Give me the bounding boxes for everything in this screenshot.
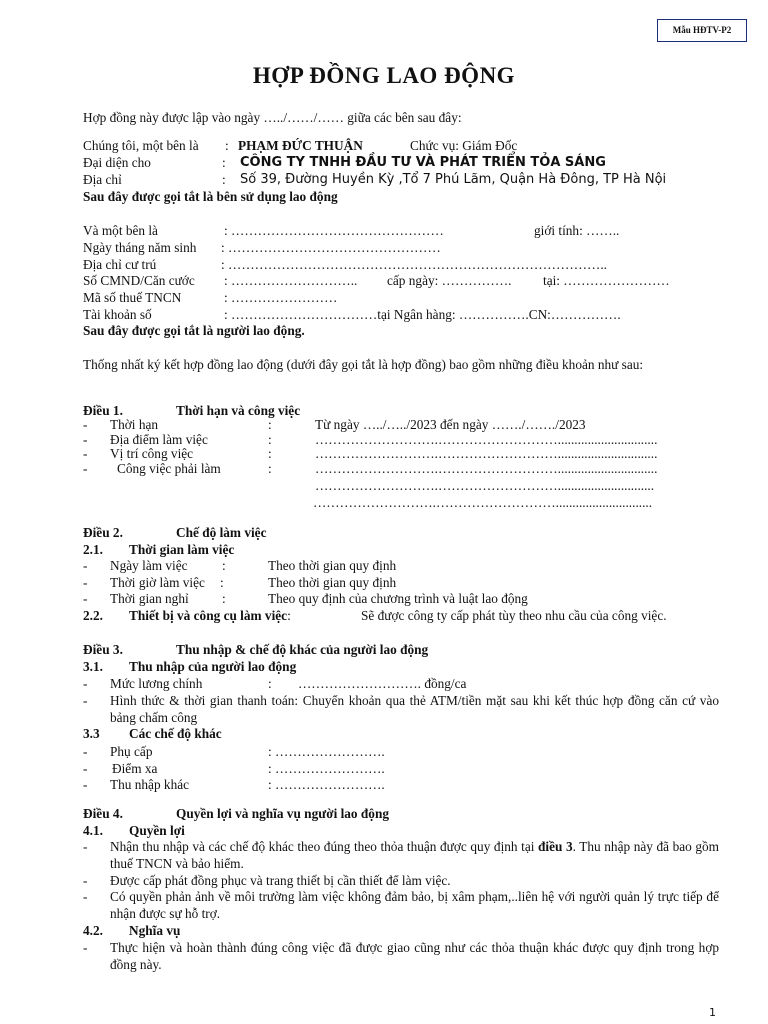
article3-value-allowance [268, 744, 385, 761]
article3-colon-1: : [268, 744, 272, 759]
article3-colon-3: : [268, 777, 272, 792]
article1-label-position: Vị trí công việc [110, 446, 194, 461]
bank-value: : ……………………………tại Ngân hàng: …………….CN:……………. [224, 307, 621, 322]
article4-right-1 [110, 839, 719, 872]
company-name: CÔNG TY TNHH ĐẦU TƯ VÀ PHÁT TRIỂN TỎA SÁNG [240, 155, 606, 170]
article2-value-workdays: Theo thời gian quy định [268, 558, 397, 573]
representative-colon: : [222, 155, 226, 170]
article3-dash-salary: - [83, 676, 88, 691]
article2-number: Điều 2. [83, 525, 123, 540]
article4-right-2: Được cấp phát đồng phục và trang thiết bị cần thiết để làm việc. [110, 873, 451, 888]
article1-label-location: Địa điểm làm việc [110, 432, 208, 447]
article4-duty-1: Thực hiện và hoàn thành đúng công việc đã được giao cũng như các thỏa thuận khác được quy định trong hợp đồng này. [110, 940, 719, 972]
article2-value-rest: Theo quy định của chương trình và luật lao động [268, 591, 528, 606]
article1-colon-1: : [268, 417, 272, 432]
article2-sub2-value: Sẽ được công ty cấp phát tùy theo nhu cầu của công việc. [361, 608, 667, 623]
article4-title: Quyền lợi và nghĩa vụ người lao động [176, 806, 389, 821]
article4-sub2-title: Nghĩa vụ [129, 923, 181, 938]
company-address: Số 39, Đường Huyền Kỳ ,Tổ 7 Phú Lãm, Quận Hà Đông, TP Hà Nội [240, 172, 667, 187]
article1-dash-2: - [83, 432, 88, 447]
article4-right-1-text-a: Nhận thu nhập và các chế độ khác theo đúng theo thỏa thuận được quy định tại [110, 839, 538, 854]
article3-sub1-title: Thu nhập của người lao động [129, 659, 297, 674]
representative-label: Đại diện cho [83, 155, 151, 170]
article3-label-allowance: Phụ cấp [110, 744, 153, 759]
article2-sub1-number: 2.1. [83, 542, 103, 557]
article2-sub2-colon: : [287, 608, 291, 623]
article4-dash-3: - [83, 889, 88, 904]
article1-colon-3: : [268, 446, 272, 461]
article2-sub2-title: Thiết bị và công cụ làm việc [129, 608, 288, 623]
bank-label: Tài khoản số [83, 307, 152, 322]
article1-value-location: ……………………….……………………….............................. [315, 432, 658, 447]
article1-value-duties: ……………………….……………………….............................. [315, 461, 658, 476]
employer-name: PHẠM ĐỨC THUẬN [238, 138, 363, 153]
article1-label-duties: Công việc phải làm [117, 461, 221, 476]
article4-sub2-number: 4.2. [83, 923, 103, 938]
article3-salary-label: Mức lương chính [110, 676, 203, 691]
article3-dash-2: - [83, 761, 88, 776]
article2-sub2-line [129, 608, 291, 625]
employer-colon: : [225, 138, 229, 153]
article4-right-1-ref: điều 3 [538, 839, 573, 854]
dob-value: : ………………………………………… [221, 240, 441, 255]
article2-label-rest: Thời gian nghỉ [110, 591, 189, 606]
article2-colon-3: : [222, 591, 226, 606]
article1-colon-2: : [268, 432, 272, 447]
article2-label-workdays: Ngày làm việc [110, 558, 188, 573]
employer-position: Chức vụ: Giám Đốc [410, 138, 518, 153]
article3-salary-colon: : [268, 676, 272, 691]
tax-label: Mã số thuế TNCN [83, 290, 182, 305]
article2-dash-2: - [83, 575, 88, 590]
article1-number: Điều 1. [83, 403, 123, 418]
employee-summary: Sau đây được gọi tắt là người lao động. [83, 323, 305, 338]
article3-remote-dots: ……………………. [275, 761, 385, 776]
article2-colon-2: : [220, 575, 224, 590]
article2-dash-1: - [83, 558, 88, 573]
employee-party-value: : ………………………………………… [224, 223, 444, 238]
dob-label: Ngày tháng năm sinh [83, 240, 197, 255]
article2-value-workhours: Theo thời gian quy định [268, 575, 397, 590]
article3-salary-value: ………………………. đồng/ca [298, 676, 467, 691]
id-issue-date: cấp ngày: ……………. [387, 273, 512, 288]
document-title: HỢP ĐỒNG LAO ĐỘNG [252, 63, 516, 88]
article1-extra-line-2: ……………………….………………………............................. [313, 495, 653, 510]
agreement-paragraph: Thống nhất ký kết hợp đồng lao động (dưới đây gọi tắt là hợp đồng) bao gồm những điều khoản như sau: [83, 357, 644, 372]
residence-label: Địa chỉ cư trú [83, 257, 157, 272]
article2-sub1-title: Thời gian làm việc [129, 542, 235, 557]
article2-colon-1: : [222, 558, 226, 573]
address-label: Địa chỉ [83, 172, 122, 187]
article4-sub1-title: Quyền lợi [129, 823, 185, 838]
article4-dash-1: - [83, 839, 88, 854]
tax-value: : …………………… [224, 290, 338, 305]
form-code-box: Mẫu HĐTV-P2 [657, 19, 747, 42]
article3-payment: Hình thức & thời gian thanh toán: Chuyển khoản qua thẻ ATM/tiền mặt sau khi kết thúc hợp đồng căn cứ vào bảng chấm công [110, 693, 719, 725]
residence-value: : ………………………………………………………………………….. [221, 257, 607, 272]
article1-title: Thời hạn và công việc [176, 403, 301, 418]
article1-label-term: Thời hạn [110, 417, 159, 432]
article1-value-position: ……………………….……………………….............................. [315, 446, 658, 461]
article1-extra-line-1: ……………………….………………………............................. [315, 478, 655, 493]
article4-dash-4: - [83, 940, 88, 955]
article3-label-remote: Điểm xa [112, 761, 158, 776]
employer-label: Chúng tôi, một bên là [83, 138, 199, 153]
article4-right-1-text-c: . Thu nhập này đã bao gồm thuế TNCN và bảo hiểm. [110, 839, 720, 871]
article4-dash-2: - [83, 873, 88, 888]
employer-summary: Sau đây được gọi tắt là bên sử dụng lao động [83, 189, 338, 204]
intro-line: Hợp đồng này được lập vào ngày …../……/…… giữa các bên sau đây: [83, 110, 462, 125]
address-colon: : [222, 172, 226, 187]
id-issue-place: tại: …………………… [543, 273, 670, 288]
article3-number: Điều 3. [83, 642, 123, 657]
article4-sub1-number: 4.1. [83, 823, 103, 838]
article1-value-term: Từ ngày …../…../2023 đến ngày ……./……./2023 [315, 417, 586, 432]
article4-number: Điều 4. [83, 806, 123, 821]
article3-label-other: Thu nhập khác [110, 777, 190, 792]
article1-colon-4: : [268, 461, 272, 476]
article1-dash-3: - [83, 446, 88, 461]
article2-sub2-number: 2.2. [83, 608, 103, 623]
article3-dash-payment: - [83, 693, 88, 708]
employee-gender: giới tính: …….. [534, 223, 620, 238]
article4-right-3: Có quyền phản ảnh về môi trường làm việc không đảm bảo, bị xâm phạm,..liên hệ với người quản lý trực tiếp để nhận được sự hỗ trợ. [110, 889, 719, 921]
article3-title: Thu nhập & chế độ khác của người lao động [176, 642, 429, 657]
article3-dash-3: - [83, 777, 88, 792]
article1-dash-4: - [83, 461, 88, 476]
article3-sub1-number: 3.1. [83, 659, 103, 674]
article2-dash-3: - [83, 591, 88, 606]
article1-dash-1: - [83, 417, 88, 432]
article3-dash-1: - [83, 744, 88, 759]
article3-value-remote [268, 761, 385, 778]
page-number: 1 [709, 1006, 716, 1019]
id-value: : ……………………….. [224, 273, 358, 288]
article3-allowance-dots: ……………………. [275, 744, 385, 759]
article2-label-workhours: Thời giờ làm việc [110, 575, 205, 590]
employee-party-label: Và một bên là [83, 223, 158, 238]
article2-title: Chế độ làm việc [176, 525, 267, 540]
article3-sub3-number: 3.3 [83, 726, 100, 741]
article3-sub3-title: Các chế độ khác [129, 726, 222, 741]
id-label: Số CMND/Căn cước [83, 273, 195, 288]
article3-colon-2: : [268, 761, 272, 776]
article3-other-dots: ……………………. [275, 777, 385, 792]
article3-value-other [268, 777, 385, 794]
